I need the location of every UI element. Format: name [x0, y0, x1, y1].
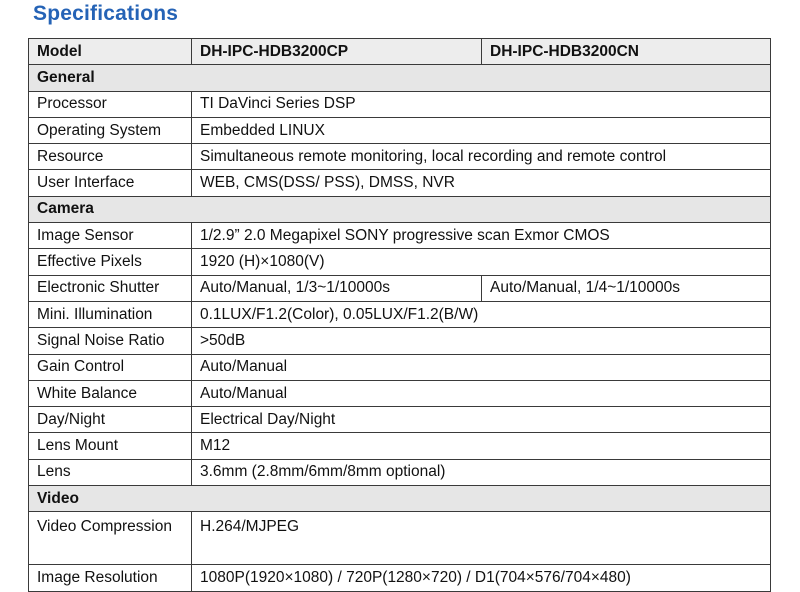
spec-label: Mini. Illumination: [29, 301, 192, 327]
spec-value: 1/2.9” 2.0 Megapixel SONY progressive scan Exmor CMOS: [192, 223, 771, 249]
spec-label: User Interface: [29, 170, 192, 196]
table-row: [29, 433, 771, 459]
table-row: [29, 91, 771, 117]
table-row: [29, 144, 771, 170]
spec-value-cn: Auto/Manual, 1/4~1/10000s: [482, 275, 771, 301]
table-row: [29, 223, 771, 249]
spec-label: White Balance: [29, 380, 192, 406]
spec-value: 1920 (H)×1080(V): [192, 249, 771, 275]
model-cp-header: DH-IPC-HDB3200CP: [192, 39, 482, 65]
spec-value: 0.1LUX/F1.2(Color), 0.05LUX/F1.2(B/W): [192, 301, 771, 327]
table-row: [29, 249, 771, 275]
spec-label: Gain Control: [29, 354, 192, 380]
section-video: [29, 486, 771, 512]
model-header: Model: [29, 39, 192, 65]
table-row: [29, 354, 771, 380]
spec-label: Effective Pixels: [29, 249, 192, 275]
spec-label: Signal Noise Ratio: [29, 328, 192, 354]
spec-value: WEB, CMS(DSS/ PSS), DMSS, NVR: [192, 170, 771, 196]
section-label: Video: [29, 486, 771, 512]
spec-value: Auto/Manual: [192, 354, 771, 380]
spec-value: TI DaVinci Series DSP: [192, 91, 771, 117]
spec-value: 3.6mm (2.8mm/6mm/8mm optional): [192, 459, 771, 485]
section-general: [29, 65, 771, 91]
spec-value: Simultaneous remote monitoring, local recording and remote control: [192, 144, 771, 170]
spec-value: 1080P(1920×1080) / 720P(1280×720) / D1(704×576/704×480): [192, 565, 771, 591]
spec-value: Electrical Day/Night: [192, 407, 771, 433]
spec-value: M12: [192, 433, 771, 459]
table-row: [29, 275, 771, 301]
table-header-row: [29, 39, 771, 65]
spec-label: Image Sensor: [29, 223, 192, 249]
section-camera: [29, 196, 771, 222]
table-row: [29, 328, 771, 354]
spec-label: Resource: [29, 144, 192, 170]
table-row: [29, 512, 771, 565]
spec-label: Video Compression: [29, 512, 192, 565]
specifications-table: [28, 38, 771, 592]
table-row: [29, 407, 771, 433]
table-row: [29, 301, 771, 327]
spec-value: >50dB: [192, 328, 771, 354]
table-row: [29, 170, 771, 196]
spec-label: Lens: [29, 459, 192, 485]
spec-value: Auto/Manual: [192, 380, 771, 406]
model-cn-header: DH-IPC-HDB3200CN: [482, 39, 771, 65]
page-title: Specifications: [33, 2, 179, 25]
spec-label: Operating System: [29, 117, 192, 143]
section-label: General: [29, 65, 771, 91]
spec-label: Electronic Shutter: [29, 275, 192, 301]
table-row: [29, 459, 771, 485]
spec-value: Embedded LINUX: [192, 117, 771, 143]
spec-label: Image Resolution: [29, 565, 192, 591]
spec-label: Lens Mount: [29, 433, 192, 459]
table-row: [29, 117, 771, 143]
spec-label: Day/Night: [29, 407, 192, 433]
table-row: [29, 380, 771, 406]
table-row: [29, 565, 771, 591]
spec-value: H.264/MJPEG: [192, 512, 771, 565]
spec-value-cp: Auto/Manual, 1/3~1/10000s: [192, 275, 482, 301]
spec-label: Processor: [29, 91, 192, 117]
section-label: Camera: [29, 196, 771, 222]
